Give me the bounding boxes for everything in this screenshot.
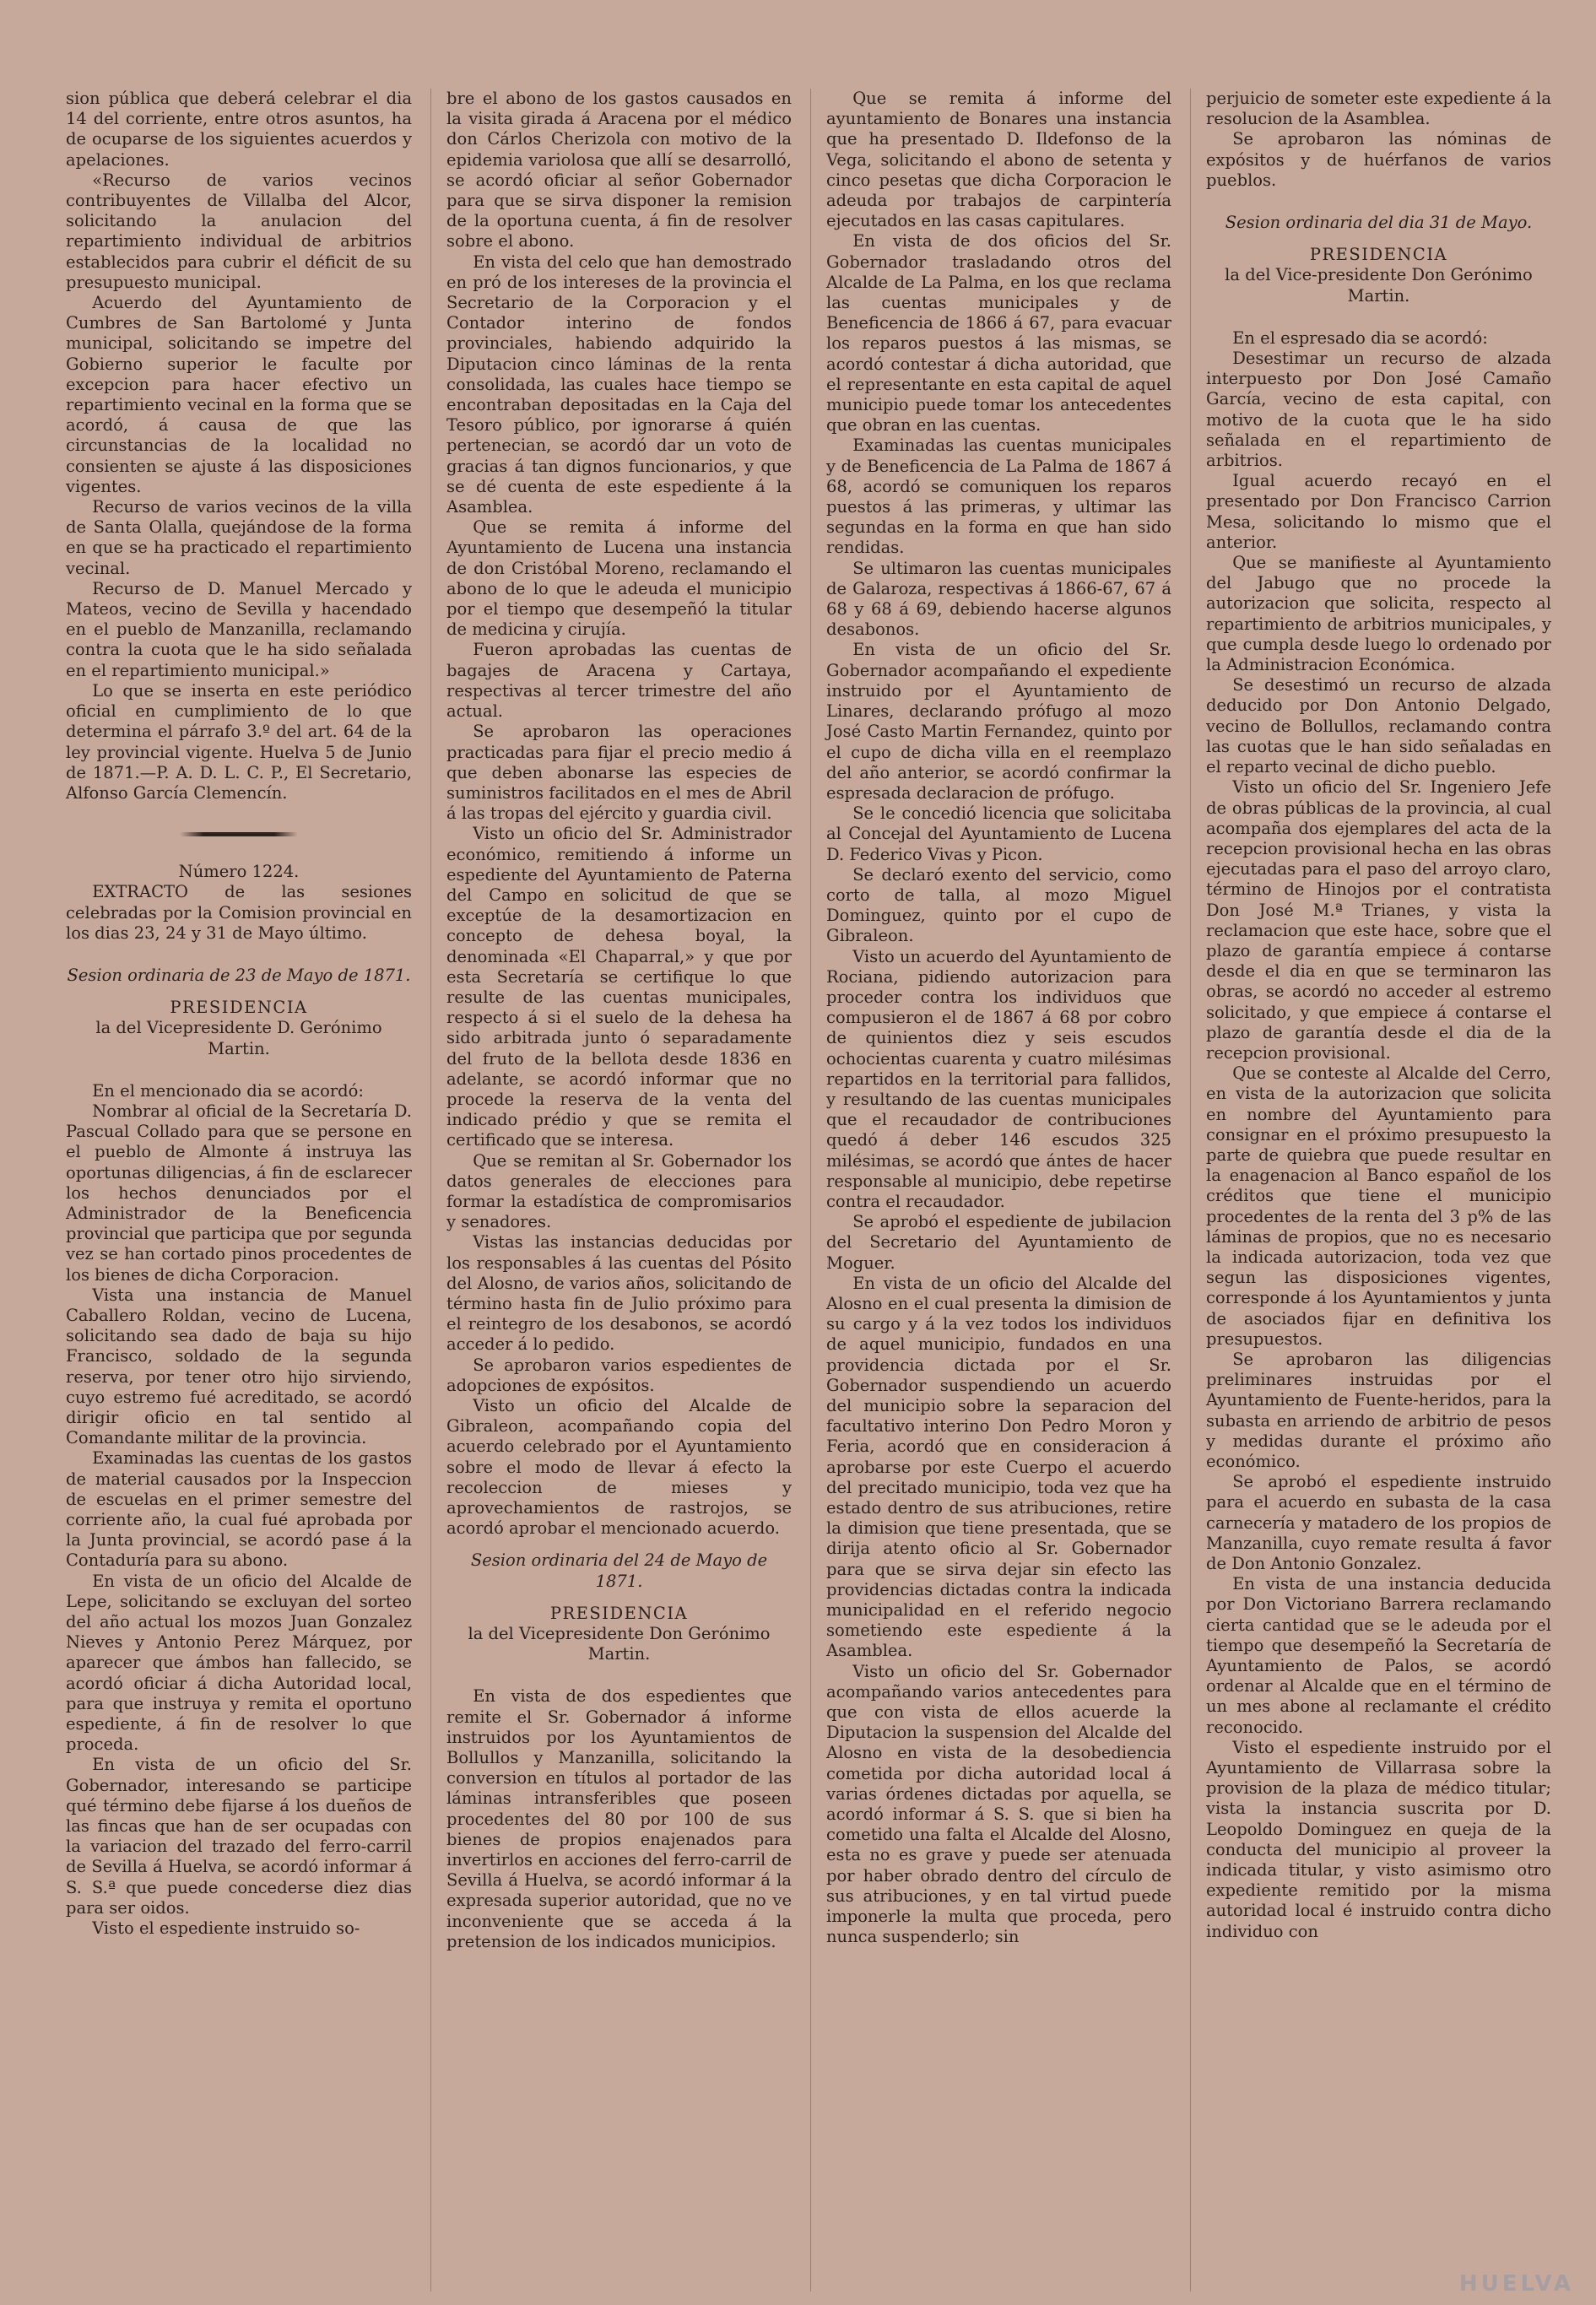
paragraph: Se aprobaron las operaciones practicadas para fijar el precio medio á que deben abonarse las especies de suministros facilitados en el mes de Abril á las tropas del ejército y guardia civil. [446,722,792,824]
paragraph: En vista de dos oficios del Sr. Gobernador trasladando otros del Alcalde de La Palma, en los que reclama las cuentas municipales y de Beneficencia de 1866 á 67, para evacuar los reparos puestos á las mismas, se acordó contestar á dicha autoridad, que el representante en esta capital de aquel municipio puede tomar los antecedentes que obran en las cuentas. [826,231,1171,436]
paragraph: Visto un oficio del Sr. Administrador económico, remitiendo á informe un espediente del Ayuntamiento de Paterna del Campo en solicitud de que se exceptúe de la desamortizacion en concepto de dehesa boyal, la denominada «El Chaparral,» y que por esta Secretaría se certifique lo que resulte de las cuentas municipales, respecto á si el suelo de la dehesa ha sido arbitrada junto ó separadamente del fruto de la bellota desde 1836 en adelante, se acordó informar que no procede la reserva de la venta del indicado prédio y que se remita el certificado que se interesa. [446,824,792,1150]
paragraph: Visto el espediente instruido por el Ayuntamiento de Villarrasa sobre la provision de la plaza de médico titular; vista la instancia suscrita por D. Leopoldo Dominguez en queja de la conducta del municipio al proveer la indicada titular, y visto asimismo otro expediente remitido por la misma autoridad local é instruido contra dicho individuo con [1206,1737,1551,1941]
column-4 [1190,89,1570,2291]
paragraph: Recurso de D. Manuel Mercado y Mateos, vecino de Sevilla y hacendado en el pueblo de Manzanilla, reclamando contra la cuota que le ha sido señalada en el repartimiento municipal.» [66,578,412,680]
session-title: Sesion ordinaria del 24 de Mayo de 1871. [470,1550,768,1591]
paragraph: En vista de una instancia deducida por Don Victoriano Barrera reclamando cierta cantidad que se le adeuda por el tiempo que desempeñó la Secretaría de Ayuntamiento de Palos, se acordó ordenar al Alcalde que en el término de un mes abone al reclamante el crédito reconocido. [1206,1574,1551,1737]
paragraph: Se ultimaron las cuentas municipales de Galaroza, respectivas á 1866-67, 67 á 68 y 68 á 69, debiendo hacerse algunos desabonos. [826,558,1171,640]
paragraph: Vistas las instancias deducidas por los responsables á las cuentas del Pósito del Alosno, de varios años, solicitando de término hasta fin de Julio próximo para el reintegro de los desabonos, se acordó acceder á lo pedido. [446,1232,792,1355]
paragraph: Examinadas las cuentas de los gastos de material causados por la Inspeccion de escuelas en el primer semestre del corriente año, la cual fué aprobada por la Junta provincial, se acordó pase á la Contaduría para su abono. [66,1448,412,1571]
spacer [66,1059,412,1081]
paragraph: Visto un oficio del Sr. Gobernador acompañando varios antecedentes para que con vista de ellos acuerde la Diputacion la suspension del Alcalde del Alosno en vista de la desobediencia cometida por dicha autoridad local á varias órdenes dictadas por aquella, se acordó informar á S. S. que si bien ha cometido una falta el Alcalde del Alosno, esta no es grave y puede ser atenuada por haber obrado dentro del círculo de sus atribuciones, y en tal virtud puede imponerle la multa que proceda, pero nunca suspenderlo; sin [826,1661,1171,1947]
paragraph: En vista de un oficio del Alcalde del Alosno en el cual presenta la dimision de su cargo y á la vez todos los individuos de aquel municipio, fundados en una providencia dictada por el Sr. Gobernador suspendiendo un acuerdo del municipio sobre la separacion del facultativo interino Don Pedro Moron y Feria, acordó que en consideracion á aprobarse por este Cuerpo el acuerdo del precitado municipio, toda vez que ha estado dentro de sus atribuciones, retire la dimision que tiene presentada, que se dirija atento oficio al Sr. Gobernador para que se sirva dejar sin efecto las providencias dictadas contra la indicada municipalidad en el referido negocio sometiendo este espediente á la Asamblea. [826,1273,1171,1661]
column-2 [430,89,810,2291]
section-divider [180,832,298,836]
paragraph: En vista de un oficio del Alcalde de Lepe, solicitando se excluyan del sorteo del año actual los mozos Juan Gonzalez Nieves y Antonio Perez Márquez, por aparecer que ámbos han fallecido, se acordó oficiar á dicha Autoridad local, para que instruya y remita el oportuno espediente, á fin de resolver lo que proceda. [66,1571,412,1755]
paragraph: bre el abono de los gastos causados en la visita girada á Aracena por el médico don Cárlos Cherizola con motivo de la epidemia variolosa que allí se desarrolló, se acordó oficiar al señor Gobernador para que se sirva disponer la remision de la oportuna cuenta, á fin de resolver sobre el abono. [446,89,792,252]
paragraph: Recurso de varios vecinos de la villa de Santa Olalla, quejándose de la forma en que se ha practicado el repartimiento vecinal. [66,497,412,578]
paragraph: Acuerdo del Ayuntamiento de Cumbres de San Bartolomé y Junta municipal, solicitando se impetre del Gobierno superior le faculte por excepcion para hacer efectivo un repartimiento vecinal en la forma que se acordó, á causa de que las circunstancias de la localidad no consienten se ajuste á las disposiciones vigentes. [66,293,412,496]
section-heading: PRESIDENCIA [170,998,308,1018]
paragraph: Lo que se inserta en este periódico oficial en cumplimiento de lo que determina el párrafo 3.º del art. 64 de la ley provincial vigente. Huelva 5 de Junio de 1871.—P. A. D. L. C. P., El Secretario, Alfonso García Clemencín. [66,680,412,803]
spacer [446,1539,792,1550]
extract-title: EXTRACTO de las sesiones celebradas por la Comision provincial en los dias 23, 24 y 31 de Mayo último. [66,882,412,943]
paragraph: En vista de un oficio del Sr. Gobernador, interesando se participe qué término debe fijarse á los dueños de las fincas que han de ser ocupadas con la variacion del trazado del ferro-carril de Sevilla á Huelva, se acordó informar á S. S.ª que puede concederse diez dias para ser oidos. [66,1755,412,1918]
paragraph: Se le concedió licencia que solicitaba al Concejal del Ayuntamiento de Lucena D. Federico Vivas y Picon. [826,804,1171,864]
centered-line: la del Vicepresidente D. Gerónimo Martin. [95,1018,382,1058]
paragraph: Que se remitan al Sr. Gobernador los datos generales de elecciones para formar la estadística de compromisarios y senadores. [446,1150,792,1232]
paragraph: Que se remita á informe del ayuntamiento de Bonares una instancia que ha presentado D. Ildefonso de la Vega, solicitando el abono de setenta y cinco pesetas que dicha Corporacion le adeuda por trabajos de carpintería ejecutados en las casas capitulares. [826,89,1171,231]
paragraph: Desestimar un recurso de alzada interpuesto por Don José Camaño García, vecino de esta capital, con motivo de la cuota que le ha sido señalada en el repartimiento de arbitrios. [1206,349,1551,471]
paragraph: En el mencionado dia se acordó: [92,1080,364,1101]
session-title: Sesion ordinaria de 23 de Mayo de 1871. [67,965,411,985]
paragraph: Visto un oficio del Sr. Ingeniero Jefe de obras públicas de la provincia, al cual acompaña dos ejemplares del acta de la recepcion provisional hecha en las obras ejecutadas para el paso del arroyo claro, término de Hinojos por el contratista Don José M.ª Trianes, y vista la reclamacion que este hace, sobre que el plazo de garantía empiece á contarse desde el dia en que se terminaron las obras, se acordó no acceder al estremo solicitado, y que empiece á contarse el plazo de garantía desde el dia de la recepcion provisional. [1206,777,1551,1063]
paragraph: Visto el espediente instruido so- [92,1918,360,1939]
paragraph: En vista del celo que han demostrado en pró de los intereses de la provincia el Secretario de la Corporacion y el Contador interino de fondos provinciales, habiendo adquirido la Diputacion cinco láminas de la renta consolidada, las cuales hace tiempo se encontraban depositadas en la Caja del Tesoro público, por ignorarse á quién pertenecian, se acordó dar un voto de gracias á tan dignos funcionarios, y que se dé cuenta de este espediente á la Asamblea. [446,252,792,517]
paragraph: Se declaró exento del servicio, como corto de talla, al mozo Miguel Dominguez, quinto por el cupo de Gibraleon. [826,864,1171,946]
paragraph: Nombrar al oficial de la Secretaría D. Pascual Collado para que se persone en el pueblo de Almonte á instruya las oportunas diligencias, á fin de esclarecer los hechos denunciados por el Administrador de la Beneficencia provincial que participa que por segunda vez se han cortado pinos procedentes de los bienes de dicha Corporacion. [66,1101,412,1285]
spacer [66,944,412,966]
centered-line: Número 1224. [178,862,300,882]
paragraph: Se desestimó un recurso de alzada deducido por Don Antonio Delgado, vecino de Bollullos, reclamando contra las cuotas que le han sido señaladas en el reparto vecinal de dicho pueblo. [1206,675,1551,777]
paragraph: Se aprobaron varios espedientes de adopciones de expósitos. [446,1355,792,1395]
spacer [1206,191,1551,213]
paragraph: En vista de dos espedientes que remite el Sr. Gobernador á informe instruidos por los Ayuntamientos de Bollullos y Manzanilla, solicitando la conversion en títulos al portador de las láminas intransferibles que poseen procedentes del 80 por 100 de sus bienes de propios enajenados para invertirlos en acciones del ferro-carril de Sevilla á Huelva, se acordó informar á la expresada superior autoridad, que no ve inconveniente que se acceda á la pretension de los indicados municipios. [446,1686,792,1951]
paragraph: «Recurso de varios vecinos contribuyentes de Villalba del Alcor, solicitando la anulacion del repartimiento individual de arbitrios establecidos para cubrir el déficit de su presupuesto municipal. [66,170,412,292]
spacer [446,1664,792,1686]
paragraph: sion pública que deberá celebrar el dia 14 del corriente, entre otros asuntos, ha de ocuparse de los siguientes acuerdos y apelaciones. [66,89,412,170]
paragraph: Igual acuerdo recayó en el presentado por Don Francisco Carrion Mesa, solicitando lo mismo que el anterior. [1206,471,1551,552]
paragraph: Se aprobó el espediente instruido para el acuerdo en subasta de la casa carnecería y matadero de los propios de Manzanilla, cuyo remate resulta á favor de Don Antonio Gonzalez. [1206,1472,1551,1574]
paragraph: Visto un oficio del Alcalde de Gibraleon, acompañando copia del acuerdo celebrado por el Ayuntamiento sobre el modo de llevar á efecto la recoleccion de mieses y aprovechamientos de rastrojos, se acordó aprobar el mencionado acuerdo. [446,1396,792,1539]
centered-line: la del Vicepresidente Don Gerónimo Martin. [468,1624,771,1664]
paragraph: Que se manifieste al Ayuntamiento del Jabugo que no procede la autorizacion que solicita, respecto al repartimiento de arbitrios municipales, y que cumpla desde luego lo ordenado por la Administracion Económica. [1206,553,1551,675]
session-title: Sesion ordinaria del dia 31 de Mayo. [1225,213,1533,233]
paragraph: Que se conteste al Alcalde del Cerro, en vista de la autorizacion que solicita en nombre del Ayuntamiento para consignar en el próximo presupuesto la parte de quiebra que puede resultar en la enagenacion al Banco español de los créditos que tiene el municipio procedentes de la renta del 3 p% de las láminas de propios, que no es necesario la indicada autorizacion, toda vez que segun las disposiciones vigentes, corresponde á los Ayuntamientos y junta de asociados fijar en definitiva los presupuestos. [1206,1063,1551,1349]
column-1 [51,89,430,2291]
spacer [1206,306,1551,328]
paragraph: En el espresado dia se acordó: [1232,327,1488,348]
paragraph: Se aprobaron las nóminas de expósitos y de huérfanos de varios pueblos. [1206,129,1551,190]
section-heading: PRESIDENCIA [1309,245,1448,265]
newspaper-page [51,89,1570,2291]
centered-line: la del Vice-presidente Don Gerónimo Martin. [1225,265,1533,306]
archive-watermark: HUELVA [1458,2271,1574,2297]
paragraph: Vista una instancia de Manuel Caballero Roldan, vecino de Lucena, solicitando sea dado de baja su hijo Francisco, soldado de la segunda reserva, por tener otro hijo sirviendo, cuyo estremo fué acreditado, se acordó dirigir oficio en tal sentido al Comandante militar de la provincia. [66,1285,412,1448]
paragraph: En vista de un oficio del Sr. Gobernador acompañando el expediente instruido por el Ayuntamiento de Linares, declarando prófugo al mozo José Casto Martin Fernandez, quinto por el cupo de dicha villa en el reemplazo del año anterior, se acordó confirmar la espresada declaracion de prófugo. [826,640,1171,803]
section-heading: PRESIDENCIA [549,1603,689,1623]
paragraph: Que se remita á informe del Ayuntamiento de Lucena una instancia de don Cristóbal Moreno, reclamando el abono de lo que le adeuda el municipio por el tiempo que desempeñó la titular de medicina y cirujía. [446,517,792,640]
paragraph: Visto un acuerdo del Ayuntamiento de Rociana, pidiendo autorizacion para proceder contra los individuos que compusieron el de 1867 á 68 por cobro de quinientos diez y seis escudos ochocientas cuarenta y cuatro milésimas repartidos en la territorial para fallidos, y resultando de las cuentas municipales que el recaudador de contribuciones quedó á deber 146 escudos 325 milésimas, se acordó que ántes de hacer responsable al municipio, debe repetirse contra el recaudador. [826,946,1171,1211]
paragraph: Examinadas las cuentas municipales y de Beneficencia de La Palma de 1867 á 68, acordó se comuniquen los reparos puestos á las primeras, y ultimar las segundas en la forma en que han sido rendidas. [826,436,1171,558]
paragraph: Se aprobaron las diligencias preliminares instruidas por el Ayuntamiento de Fuente-heridos, para la subasta en arriendo de arbitrio de pesos y medidas durante el próximo año económico. [1206,1349,1551,1471]
paragraph: Se aprobó el espediente de jubilacion del Secretario del Ayuntamiento de Moguer. [826,1212,1171,1273]
paragraph: perjuicio de someter este expediente á la resolucion de la Asamblea. [1206,89,1551,129]
paragraph: Fueron aprobadas las cuentas de bagajes de Aracena y Cartaya, respectivas al tercer trimestre del año actual. [446,640,792,722]
column-3 [810,89,1190,2291]
